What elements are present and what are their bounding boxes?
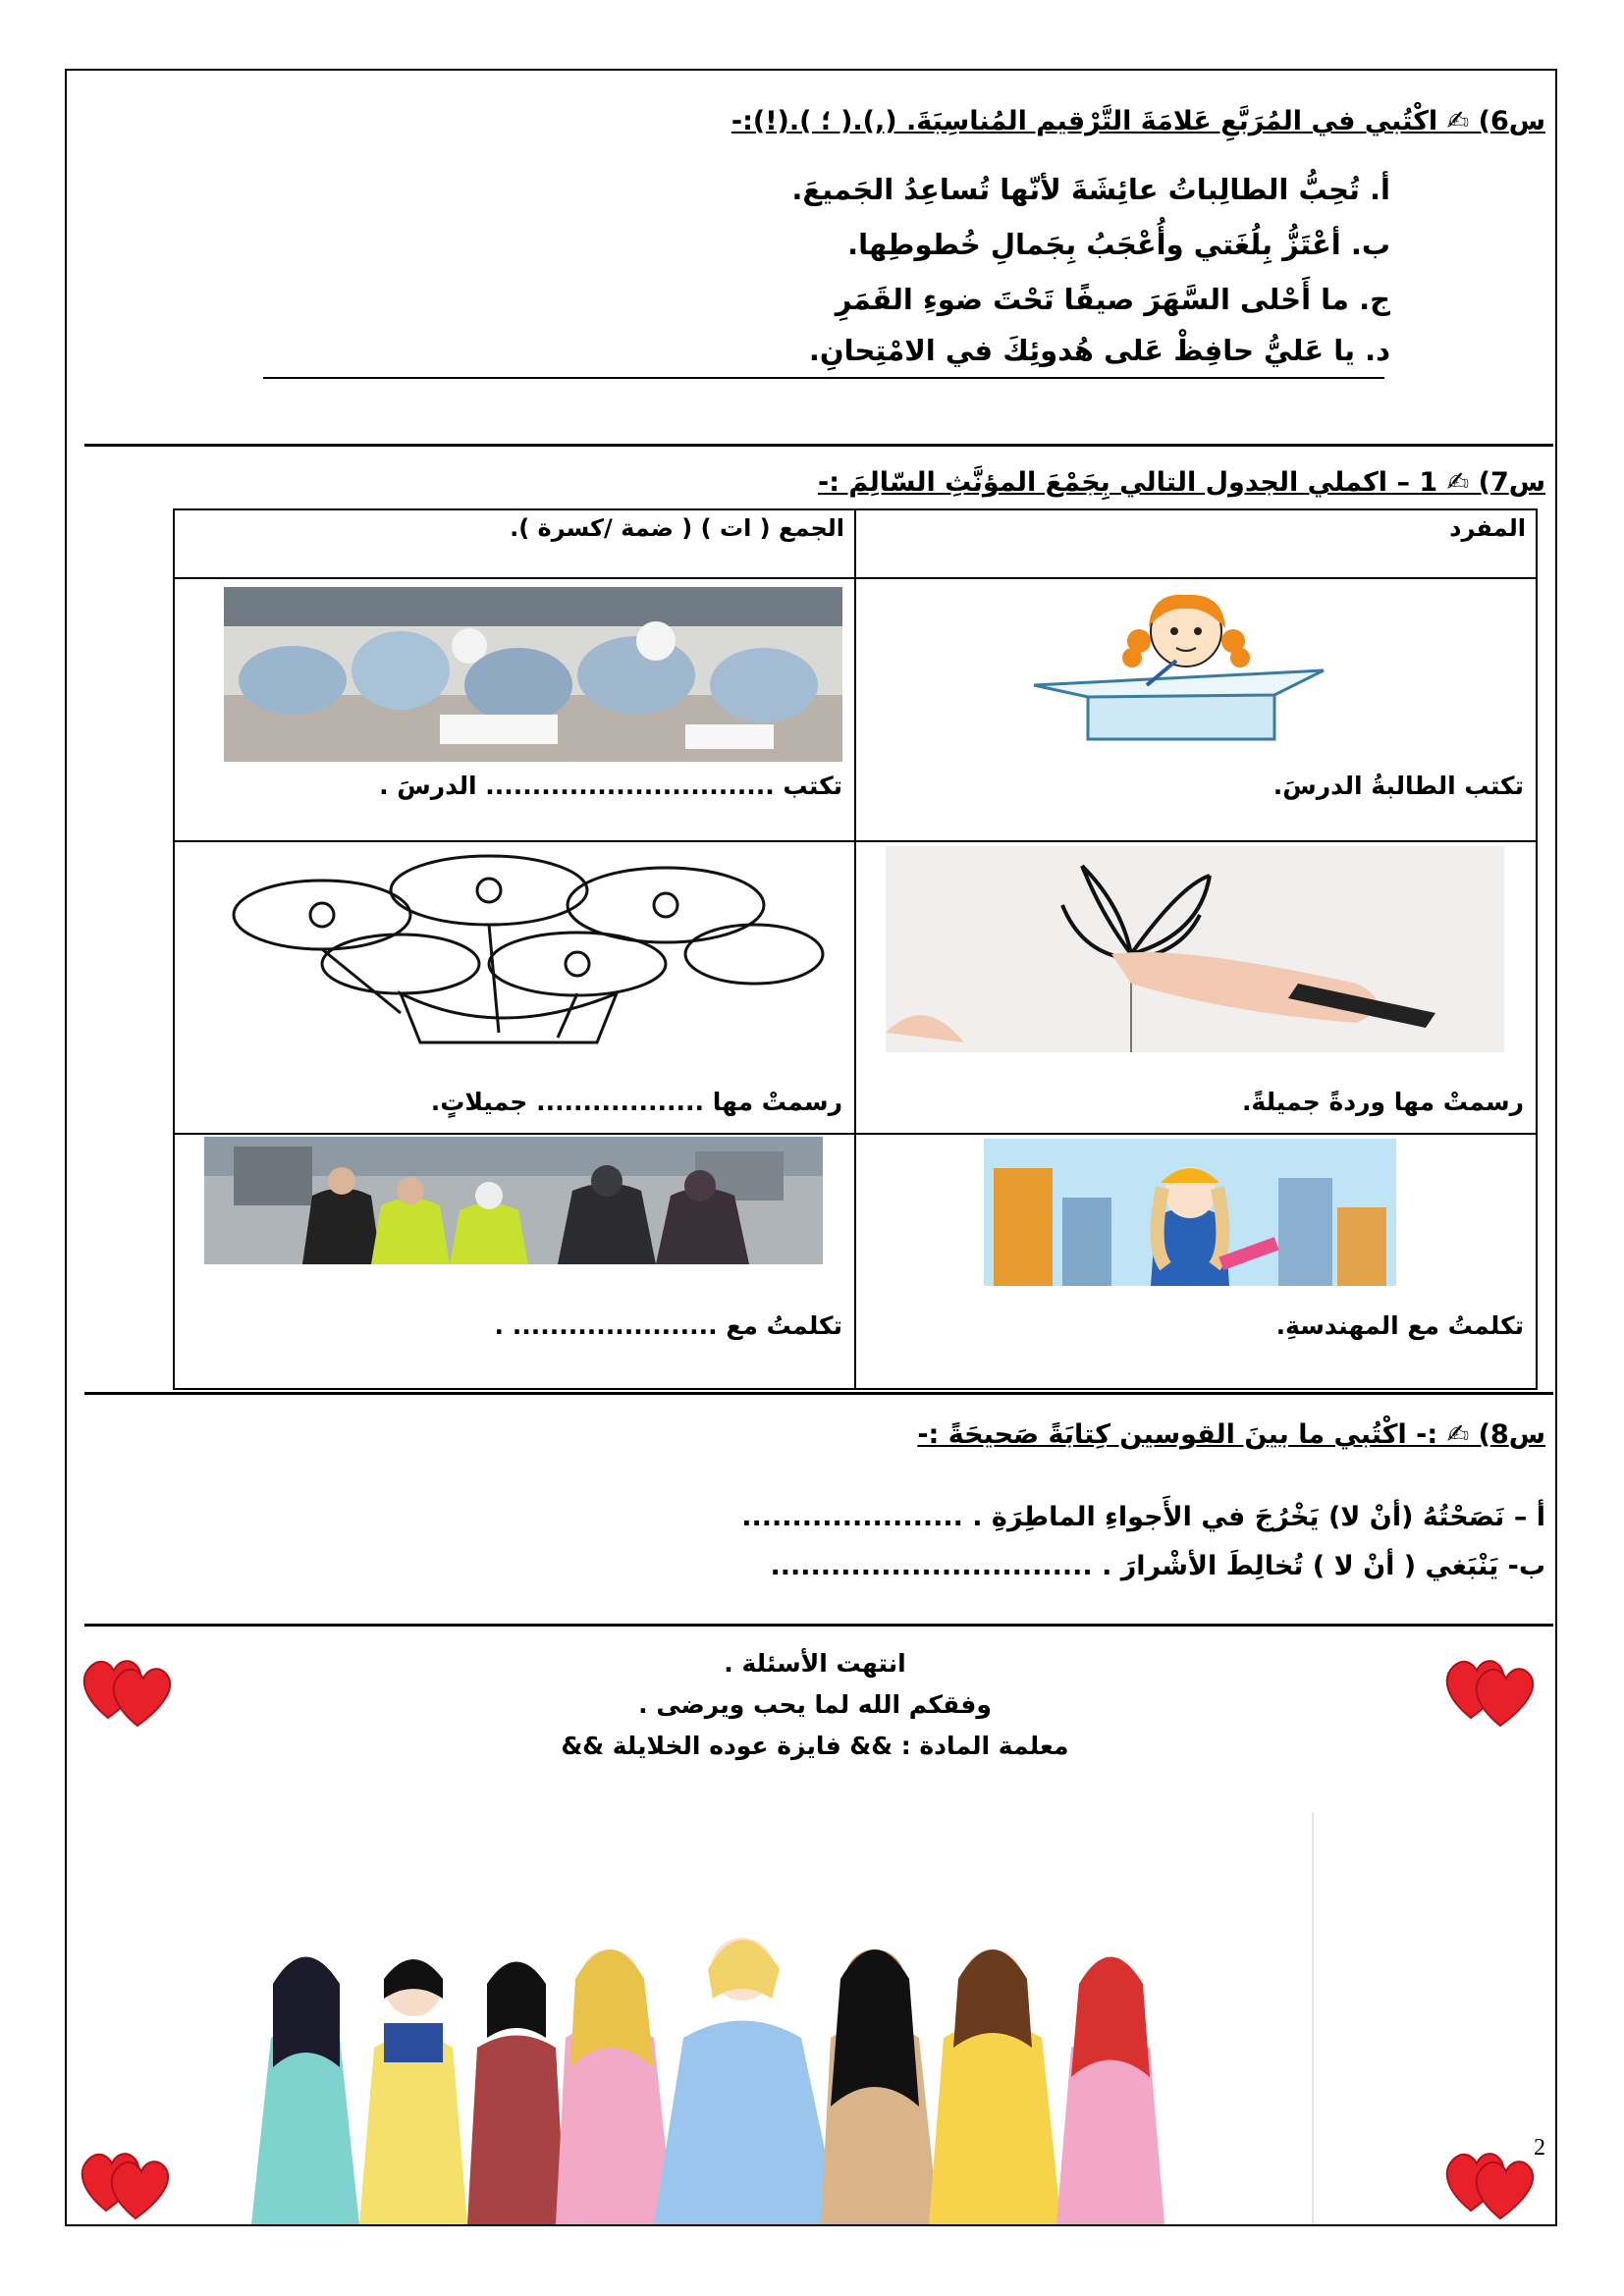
divider-2 <box>84 1392 1553 1395</box>
header-plural: الجمع ( ات ) ( ضمة /كسرة ). <box>174 509 855 578</box>
cell-plural-2 <box>174 841 855 1134</box>
plural-2-text: رسمتْ مها .................. جميلاتٍ. <box>430 1088 842 1116</box>
engineer-girl-image <box>984 1139 1396 1286</box>
q6-line-c: ج. ما أَحْلى السَّهَرَ صيفًا تَحْتَ ضوءِ القَمَرِ <box>835 283 1390 316</box>
q8-title: س8) ✍ :- اكْتُبي ما بينَ القوسين كِتابَةً صَحيحَةً :- <box>917 1419 1545 1450</box>
closing-line-1: انتهت الأسئلة . <box>724 1649 906 1678</box>
cell-singular-3 <box>855 1134 1537 1389</box>
header-singular: المفرد <box>855 509 1537 578</box>
singular-2-text: رسمتْ مها وردةً جميلةً. <box>1241 1088 1524 1116</box>
singular-3-text: تكلمتُ مع المهندسةِ. <box>1275 1311 1524 1340</box>
hearts-icon-top-right <box>1441 1649 1540 1728</box>
q6-underline <box>263 377 1384 379</box>
divider-3 <box>84 1624 1553 1627</box>
q7-title: س7) ✍ 1 – اكملي الجدول التالي بِجَمْعَ المؤنَّثِ السّالِمَ :- <box>818 467 1545 498</box>
students-classroom-image <box>224 587 842 762</box>
plural-table <box>173 508 1538 1390</box>
closing-line-3: معلمة المادة : && فايزة عوده الخلايلة && <box>561 1732 1069 1760</box>
cell-singular-1 <box>855 578 1537 841</box>
hearts-icon-top-left <box>79 1649 177 1728</box>
hearts-icon-bottom-right <box>1441 2142 1540 2220</box>
princesses-image <box>192 1812 1337 2224</box>
engineers-site-image <box>204 1137 823 1264</box>
cell-singular-2 <box>855 841 1537 1134</box>
closing-line-2: وفقكم الله لما يحب ويرضى . <box>638 1690 992 1719</box>
hearts-icon-bottom-left <box>77 2142 175 2220</box>
girl-writing-image <box>1029 587 1333 744</box>
cell-plural-3 <box>174 1134 855 1389</box>
singular-1-text: تكتب الطالبةُ الدرسَ. <box>1272 772 1524 800</box>
flowers-outline-image <box>204 846 842 1052</box>
q6-title: س6) ✍ اكْتُبي في المُرَبَّعِ عَلامَةَ التَّرْقيم المُناسِبَةَ. (,).( ؛ ).(!):- <box>731 106 1545 136</box>
q8-line-b: ب- يَنْبَغي ( أنْ لا ) تُخالِطَ الأشْرارَ . ................................ <box>770 1551 1545 1581</box>
plural-1-text: تكتب ............................... الدرسَ . <box>379 772 842 800</box>
q6-line-a: أ. تُحِبُّ الطالِباتُ عائِشَةَ لأنّها تُساعِدُ الجَميعَ. <box>791 173 1390 206</box>
q6-line-d: د. يا عَليُّ حافِظْ عَلى هُدوئِكَ في الامْتِحانِ. <box>808 334 1390 367</box>
page-number: 2 <box>1534 2135 1545 2161</box>
divider-1 <box>84 444 1553 447</box>
hand-drawing-flower-image <box>886 846 1504 1052</box>
q6-line-b: ب. أعْتَزُّ بِلُغَتي وأُعْجَبُ بِجَمالِ خُطوطِها. <box>847 228 1390 261</box>
plural-3-text: تكلمتُ مع ...................... . <box>494 1311 842 1340</box>
q8-line-a: أ – نَصَحْتُهُ (أنْ لا) يَخْرُجَ في الأَجواءِ الماطِرَةِ . ...................... <box>741 1502 1545 1532</box>
cell-plural-1 <box>174 578 855 841</box>
